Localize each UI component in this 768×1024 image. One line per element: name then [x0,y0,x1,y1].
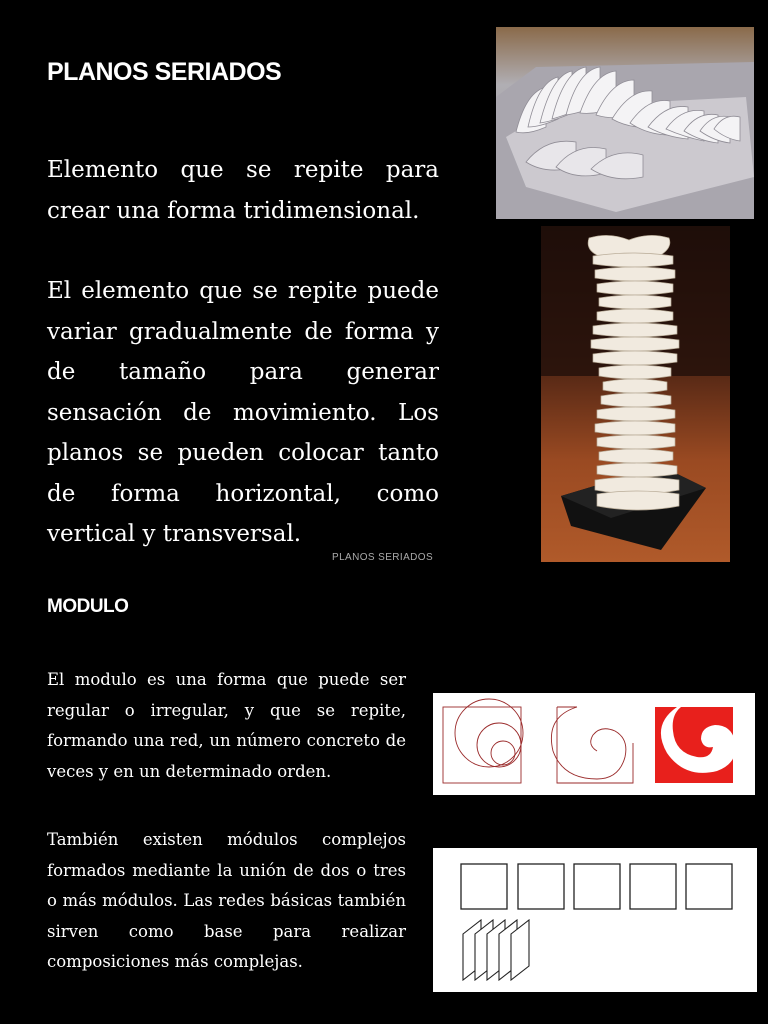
section-title-planos-seriados: PLANOS SERIADOS [47,58,282,86]
image-caption: PLANOS SERIADOS [332,552,434,563]
modulo-definition: El modulo es una forma que puede ser regular o irregular, y que se repite, formando una red, un número concreto de veces y en un determinado orden. [47,670,406,781]
section-title-modulo: MODULO [47,596,129,617]
module-squares-diagram [433,848,757,992]
planos-seriados-definition: Elemento que se repite para crear una forma tridimensional. [47,157,439,224]
serial-planes-paper-model-photo [496,27,754,219]
twisted-tower-sculpture-photo [541,226,730,562]
modulo-complex-description: También existen módulos complejos formados mediante la unión de dos o tres o más módulos. Las redes básicas también sirven como base para realizar composiciones más complejas. [47,830,406,971]
planos-seriados-description: El elemento que se repite puede variar gradualmente de forma y de tamaño para generar sensación de movimiento. Los planos se pueden colocar tanto de forma horizontal, como vertical y transversal. [47,278,439,547]
module-spiral-diagram [433,693,755,795]
